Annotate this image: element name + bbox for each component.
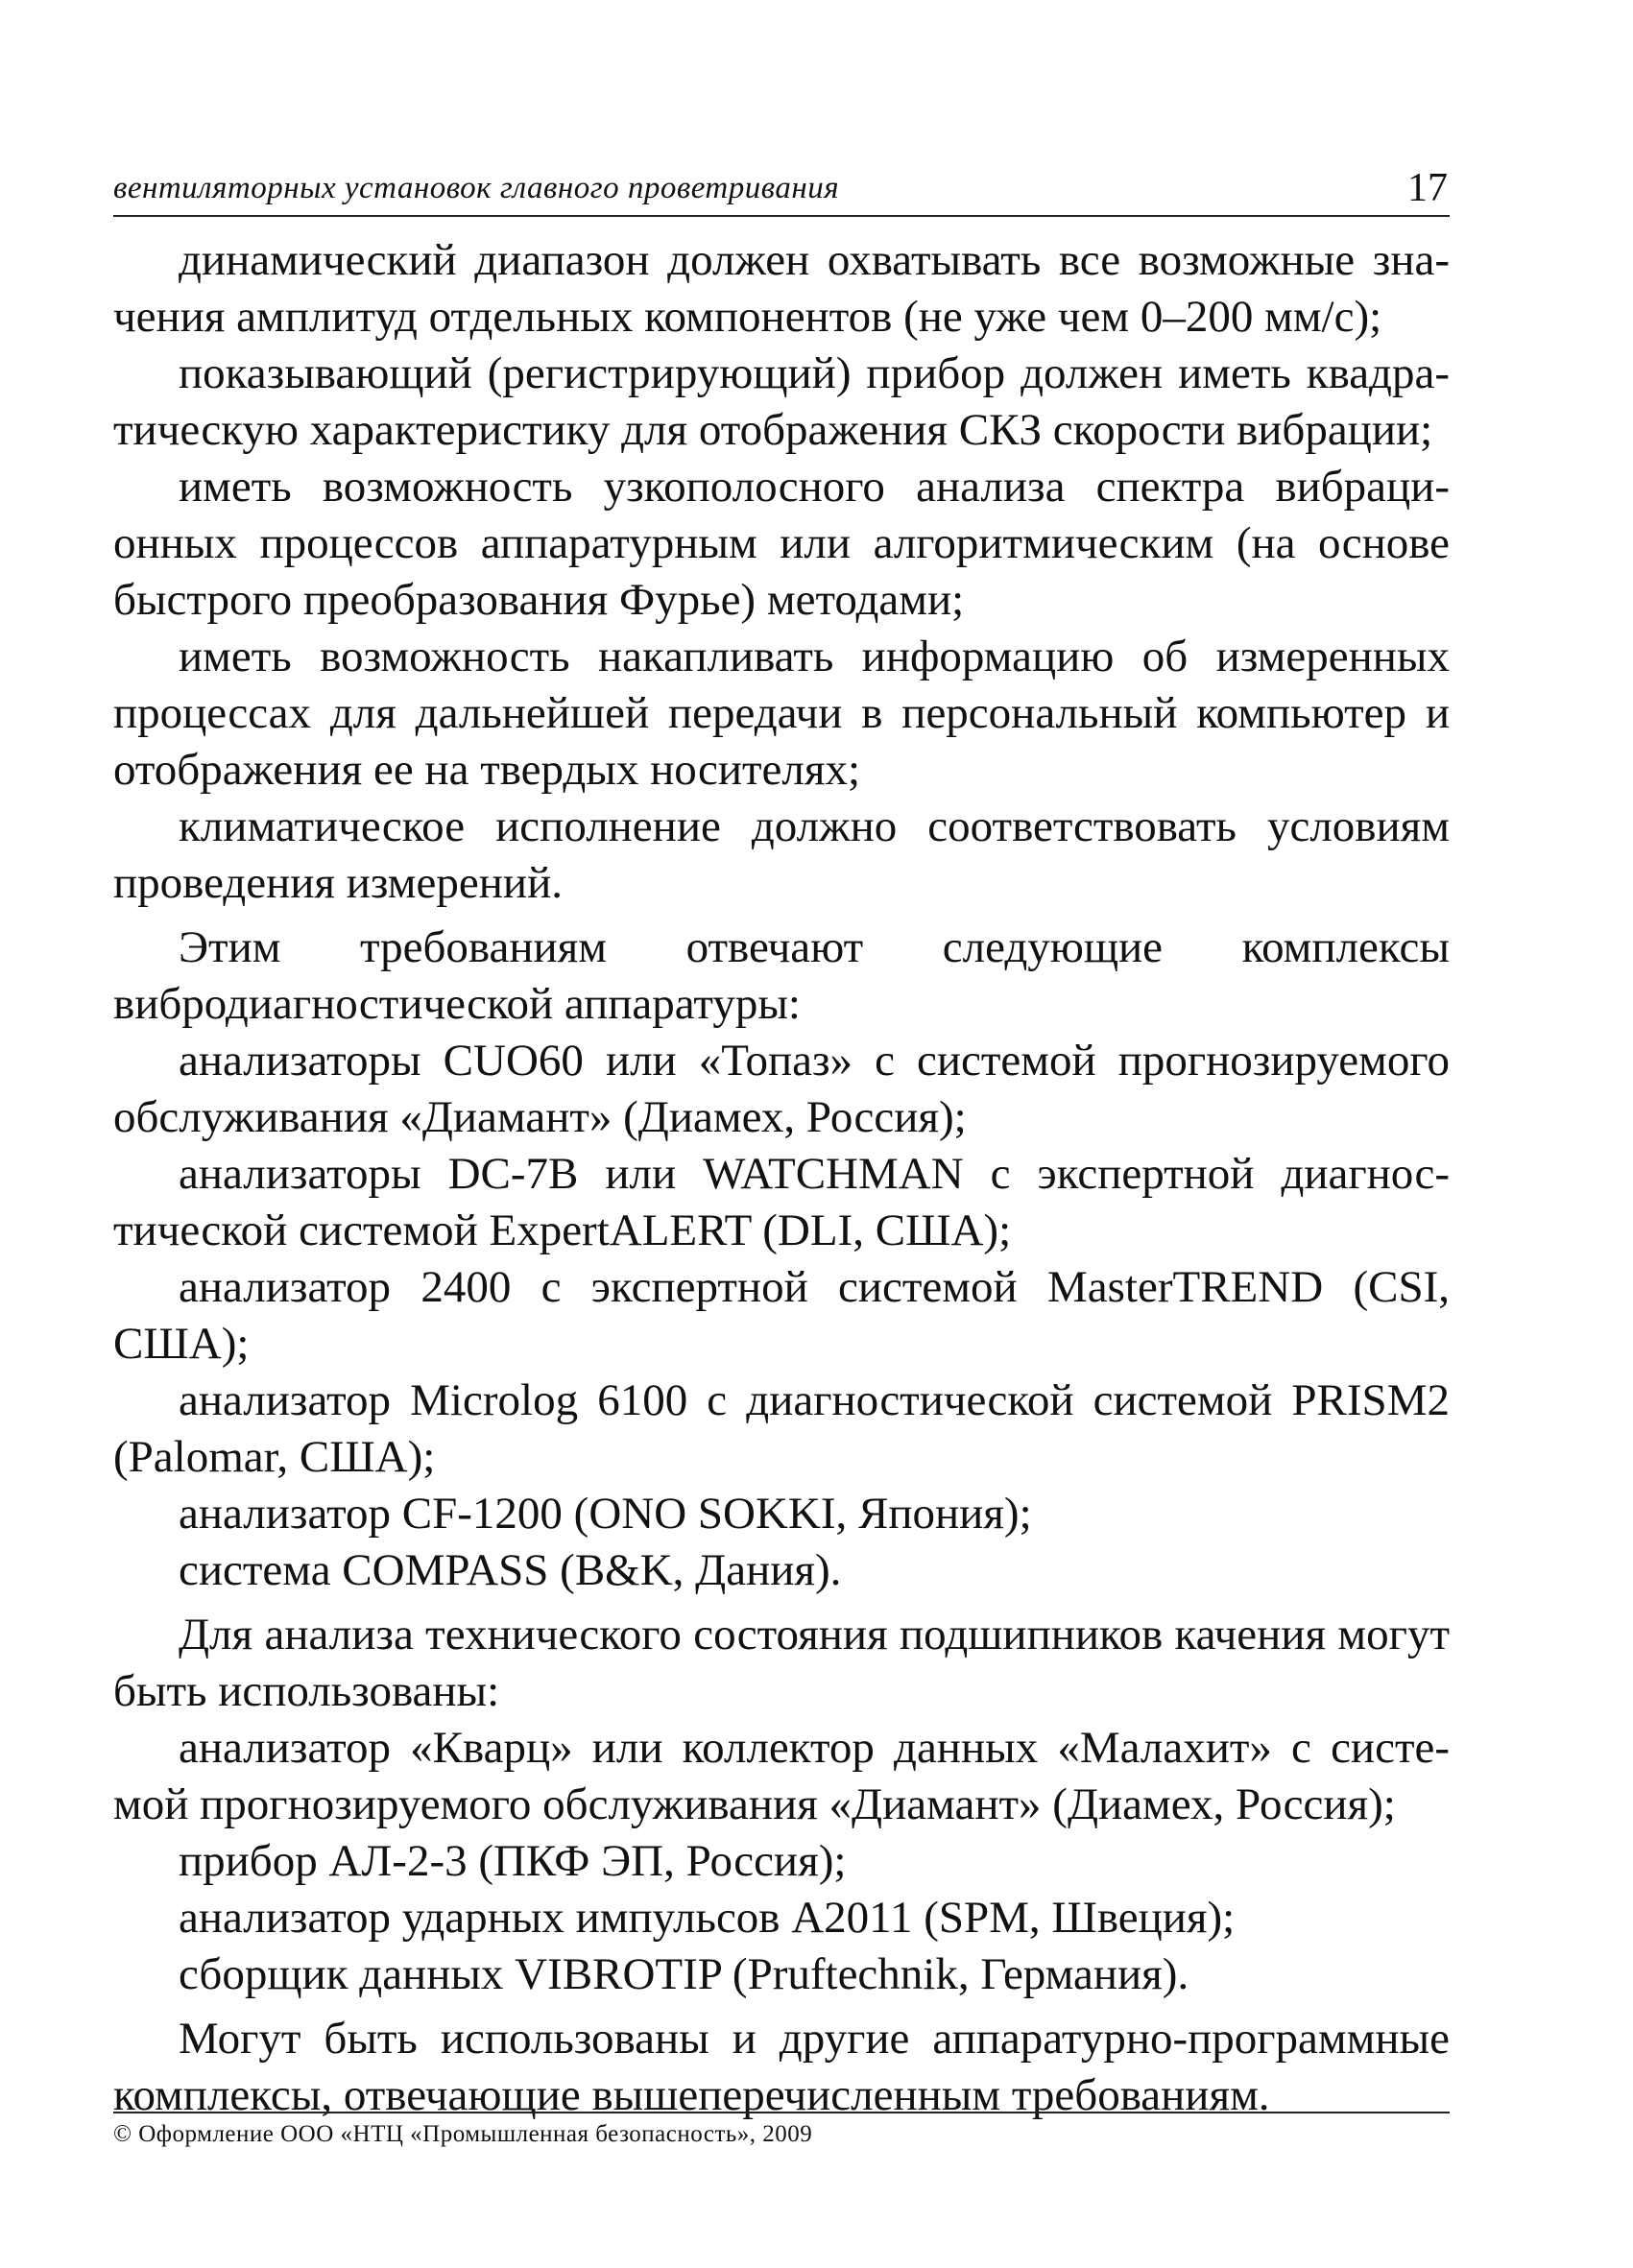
paragraph: анализатор ударных импульсов А2011 (SPM, Швеция); [179, 1893, 1236, 1943]
paragraph: динамический диапазон должен охватывать все возможные значения амплитуд отдельных компонентов (не уже чем 0–200 мм/с); [113, 235, 1450, 342]
running-title: вентиляторных установок главного проветривания [113, 171, 840, 205]
paragraph: иметь возможность узкополосного анализа спектра вибрационных процессов аппаратурным или алгоритмическим (на основе быстрого преобразования Фурье) методами; [113, 462, 1450, 625]
body-text [113, 232, 1450, 2124]
paragraph: анализатор «Кварц» или коллектор данных «Малахит» с системой прогнозируемого обслуживания «Диамант» (Диамех, Россия); [113, 1723, 1450, 1829]
paragraph: климатическое исполнение должно соответствовать условиям проведения измерений. [113, 801, 1450, 908]
copyright-notice: © Оформление ООО «НТЦ «Промышленная безопасность», 2009 [113, 2121, 813, 2147]
paragraph: анализаторы DC-7B или WATCHMAN с экспертной диагностической системой ExpertALERT (DLI, США); [113, 1149, 1450, 1255]
page-footer [113, 2112, 1450, 2148]
paragraph: иметь возможность накапливать информацию об измеренных процессах для дальнейшей передачи в персональный компьютер и отображения ее на твердых носителях; [113, 632, 1450, 795]
page-header [113, 161, 1450, 217]
paragraph: анализатор 2400 с экспертной системой MasterTREND (CSI, США); [113, 1262, 1450, 1369]
paragraph: система COMPASS (B&K, Дания). [179, 1545, 842, 1595]
page-number: 17 [1407, 166, 1448, 210]
paragraph: Могут быть использованы и другие аппаратурно-программные комплексы, отвечающие вышеперечисленным требованиям. [113, 2014, 1450, 2120]
paragraph: Этим требованиям отвечают следующие комплексы вибродиагностической аппаратуры: [113, 922, 1450, 1029]
paragraph: показывающий (регистрирующий) прибор должен иметь квадратическую характеристику для отображения СКЗ скорости вибрации; [113, 348, 1450, 455]
paragraph: сборщик данных VIBROTIP (Pruftechnik, Германия). [179, 1949, 1189, 1999]
paragraph: Для анализа технического состояния подшипников качения могут быть использованы: [113, 1610, 1450, 1716]
paragraph: прибор АЛ-2-3 (ПКФ ЭП, Россия); [179, 1836, 847, 1886]
paragraph: анализатор Microlog 6100 с диагностической системой PRISM2 (Palomar, США); [113, 1375, 1450, 1482]
paragraph: анализатор CF-1200 (ONO SOKKI, Япония); [179, 1489, 1032, 1539]
paragraph: анализаторы CUO60 или «Топаз» с системой прогнозируемого обслуживания «Диамант» (Диамех, Россия); [113, 1036, 1450, 1142]
